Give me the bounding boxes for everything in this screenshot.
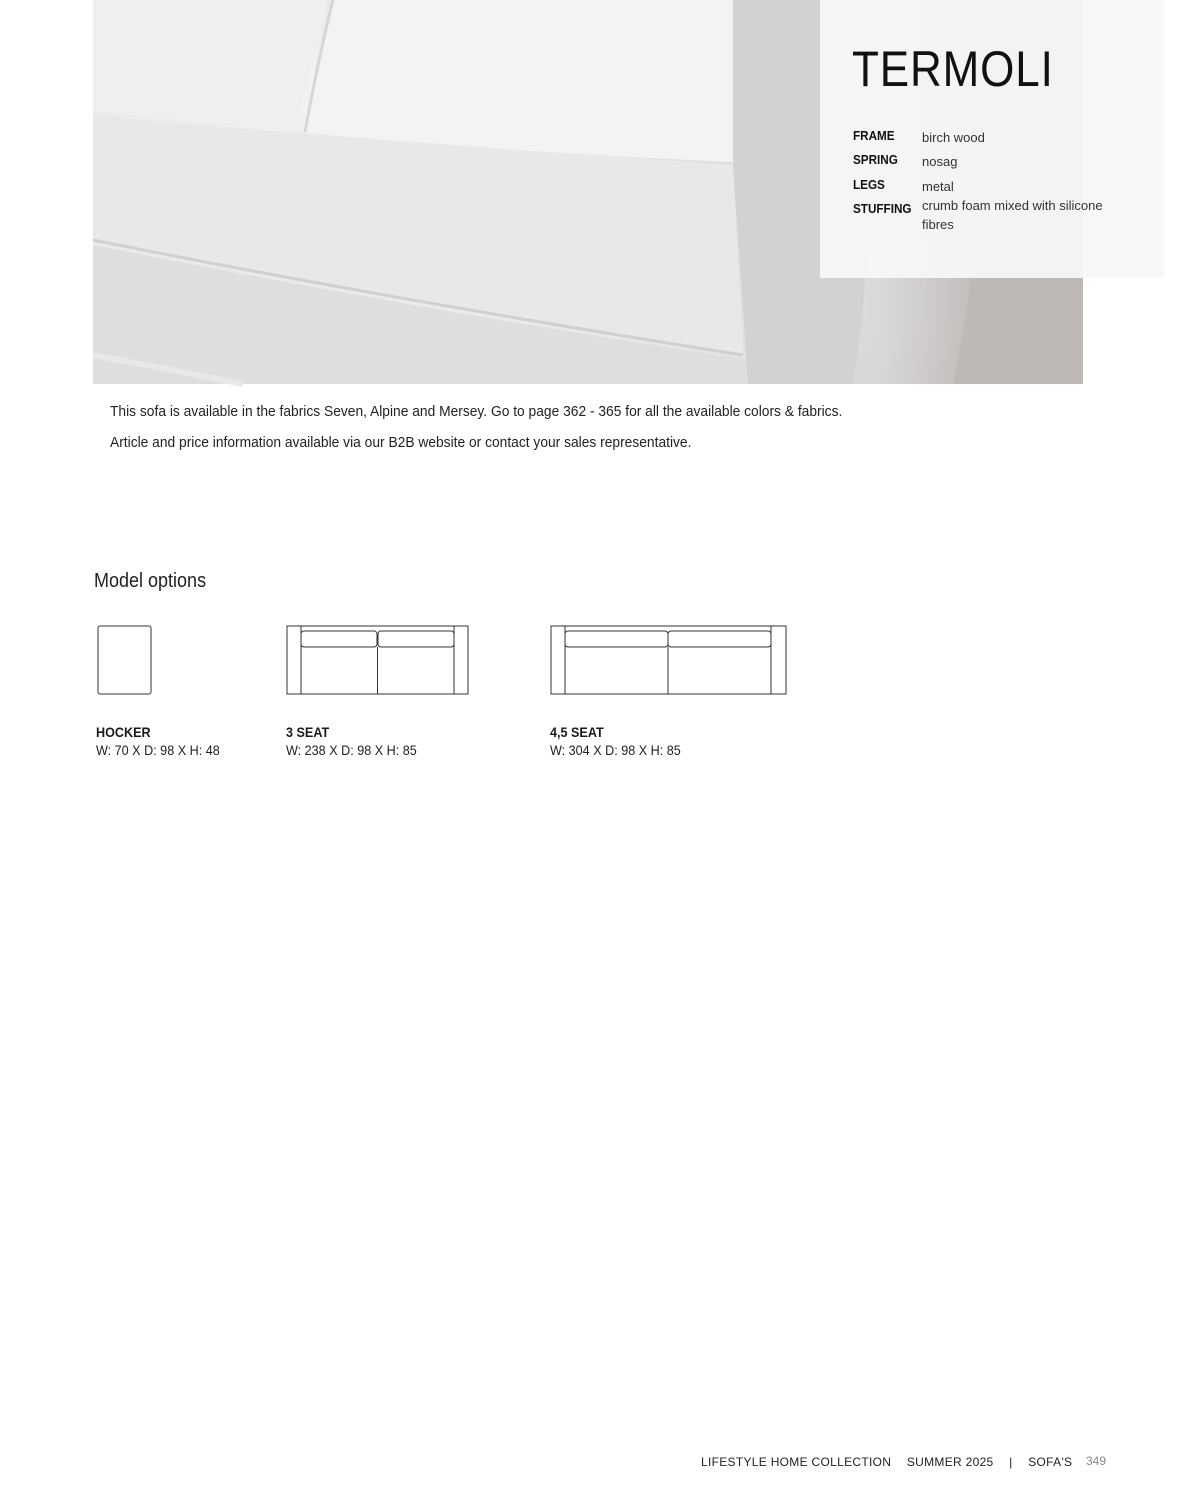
model-3-seat (286, 620, 472, 758)
spec-value: nosag (922, 154, 958, 169)
four-five-seat-diagram-icon (550, 620, 790, 700)
model-hocker (96, 620, 220, 758)
model-dimensions: W: 304 X D: 98 X H: 85 (550, 742, 681, 758)
model-name: 4,5 SEAT (550, 724, 604, 740)
hero-sofa-image (93, 0, 1103, 384)
footer-category: SOFA'S (1028, 1455, 1073, 1469)
model-options-title: Model options (94, 570, 207, 592)
page-number: 349 (1086, 1454, 1107, 1468)
spec-card (820, 0, 1164, 278)
spec-label: FRAME (853, 128, 895, 143)
footer-collection: LIFESTYLE HOME COLLECTION (701, 1455, 892, 1469)
three-seat-diagram-icon (286, 620, 472, 700)
hocker-diagram-icon (96, 620, 156, 700)
model-name: HOCKER (96, 724, 151, 740)
spec-value: crumb foam mixed with silicone fibres (922, 198, 1103, 232)
model-dimensions: W: 70 X D: 98 X H: 48 (96, 742, 220, 758)
spec-label: STUFFING (853, 201, 912, 216)
footer-separator: | (1009, 1455, 1013, 1469)
spec-value: birch wood (922, 130, 985, 145)
page-footer (701, 1455, 1084, 1469)
model-4-5-seat (550, 620, 790, 758)
spec-label: LEGS (853, 177, 885, 192)
spec-label: SPRING (853, 152, 898, 167)
footer-season: SUMMER 2025 (906, 1455, 994, 1469)
description-b2b: Article and price information available via our B2B website or contact your sales representative. (110, 434, 692, 451)
description-fabrics: This sofa is available in the fabrics Seven, Alpine and Mersey. Go to page 362 - 365 for all the available colors & fabrics. (110, 403, 843, 420)
model-name: 3 SEAT (286, 724, 330, 740)
product-title: TERMOLI (852, 41, 1054, 97)
spec-value: metal (922, 179, 954, 194)
model-dimensions: W: 238 X D: 98 X H: 85 (286, 742, 417, 758)
